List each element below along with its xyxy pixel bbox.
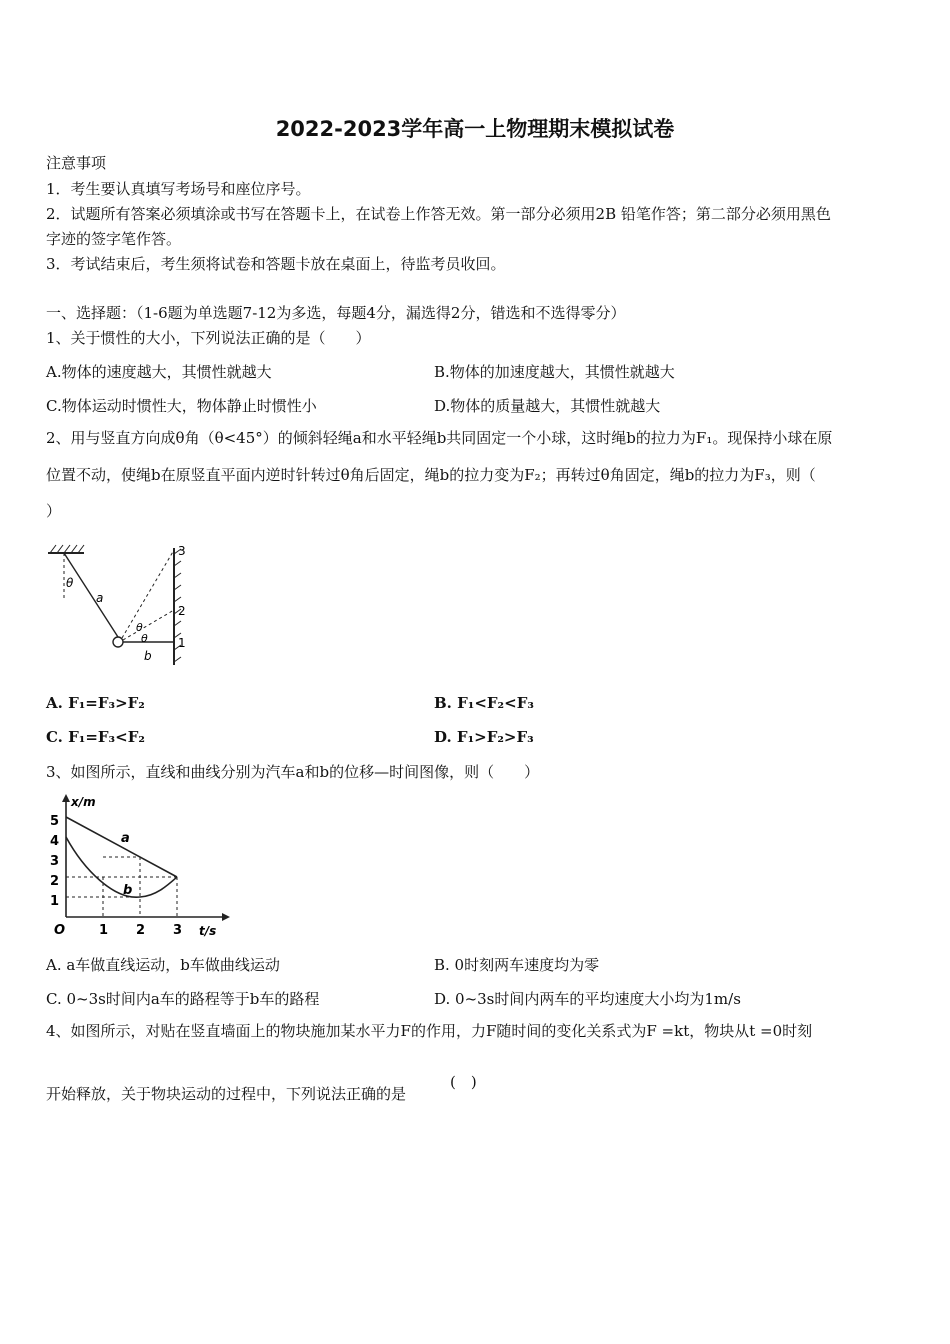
q3-ytick-3: 3 — [50, 854, 60, 869]
q3-ytick-1: 1 — [50, 894, 60, 909]
q1-option-b: B.物体的加速度越大，其惯性就越大 — [434, 363, 675, 381]
q3-x-label: t/s — [199, 924, 217, 938]
q3-figure — [44, 790, 234, 940]
notice-item-3: 3．考试结束后，考生须将试卷和答题卡放在桌面上，待监考员收回。 — [46, 255, 506, 273]
q2-point-3: 3 — [178, 544, 186, 558]
q1-option-c: C.物体运动时惯性大，物体静止时惯性小 — [46, 397, 317, 415]
q1-stem: 1、关于惯性的大小，下列说法正确的是（ ） — [46, 329, 371, 347]
page-title: 2022-2023学年高一上物理期末模拟试卷 — [275, 117, 675, 141]
q3-line-a — [66, 817, 177, 877]
q3-label-b: b — [123, 883, 133, 898]
q2-figure — [44, 540, 204, 675]
q3-origin: O — [54, 923, 66, 938]
q2-stem-line1: 2、用与竖直方向成θ角（θ<45°）的倾斜轻绳a和水平轻绳b共同固定一个小球，这时绳b的拉力为F₁。现保持小球在原 — [46, 429, 833, 447]
q3-xtick-2: 2 — [136, 923, 146, 938]
q2-theta-mid: θ — [136, 621, 143, 634]
q2-option-c: C. F₁=F₃<F₂ — [46, 728, 145, 746]
q1-option-a: A.物体的速度越大，其惯性就越大 — [46, 363, 272, 381]
q2-rope-a — [64, 553, 118, 637]
q3-ytick-2: 2 — [50, 874, 60, 889]
notice-item-2-cont: 字迹的签字笔作答。 — [46, 230, 182, 248]
q2-label-a: a — [96, 591, 104, 605]
q3-ytick-5: 5 — [50, 814, 60, 829]
q3-stem: 3、如图所示，直线和曲线分别为汽车a和b的位移—时间图像，则（ ） — [46, 763, 540, 781]
q3-guides — [66, 857, 177, 917]
q2-ball — [113, 637, 123, 647]
q2-option-b: B. F₁<F₂<F₃ — [434, 694, 534, 712]
q4-stem-line2: 开始释放，关于物块运动的过程中，下列说法正确的是 — [46, 1085, 407, 1103]
q2-point-2: 2 — [178, 604, 186, 618]
notice-heading: 注意事项 — [46, 154, 107, 172]
q2-stem-line2: 位置不动，使绳b在原竖直平面内逆时针转过θ角后固定，绳b的拉力变为F₂；再转过θ角固定，绳b的拉力为F₃，则（ — [46, 466, 816, 484]
notice-item-2: 2．试题所有答案必须填涂或书写在答题卡上，在试卷上作答无效。第一部分必须用2B 铅笔作答；第二部分必须用黑色 — [46, 205, 831, 223]
q4-answer-paren: ( ) — [450, 1073, 477, 1091]
q2-theta-top: θ — [66, 576, 74, 590]
q3-y-label: x/m — [71, 795, 96, 809]
q1-option-d: D.物体的质量越大，其惯性就越大 — [434, 397, 661, 415]
q2-option-d: D. F₁>F₂>F₃ — [434, 728, 534, 746]
notice-item-1: 1．考生要认真填写考场号和座位序号。 — [46, 180, 311, 198]
q3-xtick-1: 1 — [99, 923, 109, 938]
q2-point-1: 1 — [178, 636, 186, 650]
q3-option-d: D. 0~3s时间内两车的平均速度大小均为1m/s — [434, 990, 741, 1008]
q3-ytick-4: 4 — [50, 834, 60, 849]
q3-option-c: C. 0~3s时间内a车的路程等于b车的路程 — [46, 990, 320, 1008]
q3-label-a: a — [121, 831, 130, 846]
q3-option-a: A. a车做直线运动，b车做曲线运动 — [46, 956, 280, 974]
q2-theta-low: θ — [141, 632, 148, 645]
q2-option-a: A. F₁=F₃>F₂ — [46, 694, 145, 712]
q2-rope-b-pos3 — [122, 550, 174, 638]
q2-stem-line3: ） — [46, 502, 62, 520]
q3-option-b: B. 0时刻两车速度均为零 — [434, 956, 600, 974]
q4-stem-line1: 4、如图所示，对贴在竖直墙面上的物块施加某水平力F的作用，力F随时间的变化关系式为F =kt，物块从t =0时刻 — [46, 1022, 813, 1040]
q2-rope-b-pos2 — [123, 610, 174, 640]
section-heading: 一、选择题：（1-6题为单选题7-12为多选，每题4分，漏选得2分，错选和不选得零分） — [46, 304, 626, 322]
q3-xtick-3: 3 — [173, 923, 183, 938]
q2-label-b: b — [144, 649, 152, 663]
